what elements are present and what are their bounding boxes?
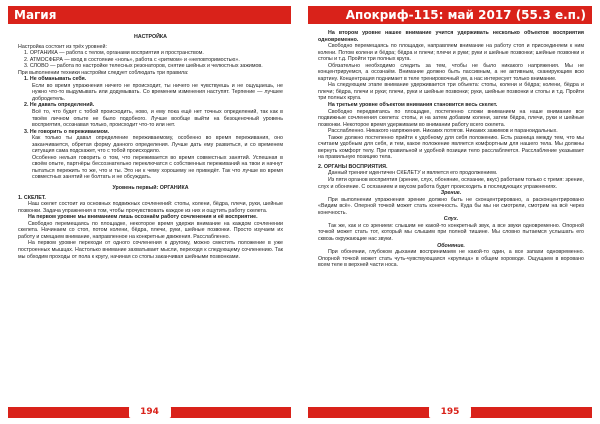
paragraph: Также должно постепенно прийти к удобному для себя положению. Есть разница между тем, что мы считаем удобным для себя, и тем, какое положение является комфортным для нашего тела. Мы должны вернуть комфорт телу. При правильной и удобной позиции тело расслабляется. Расслабление указывает на правильную позицию тела. xyxy=(318,134,584,161)
paragraph: При обонянии, глубоком дыхании воспринимаем не какой-то один, а все запахи одновременно. Опорной точкой может стать чуть-чувствующаяся «крупица» в общем хороводе. Ощущаем в воровано всем теле в верхней части носа. xyxy=(318,249,584,269)
left-footer-band xyxy=(8,407,291,418)
left-header-title: Магия xyxy=(14,8,57,22)
left-page xyxy=(8,6,291,418)
sense-title: Обоняние. xyxy=(437,242,465,249)
rule-text: Как только ты давал определение переживаемому, особенно во время переживания, оно заканчивается, обретая форму данного определения. Лучше дать ему развиться, и со временем ситуация сама подскажет, что с тобой происходило. xyxy=(32,135,283,155)
paragraph: На следующем этапе внимание удерживается три объекта: стопы, колени и бёдра; колени, бёдра и плечи; бёдра, плечи и руки; плечи, руки и шейные позвонки; руки, шейные позвонки и стопы и т.д. Пройти три полных круга. xyxy=(318,82,584,102)
level-title: Уровень первый: ОРГАНИКА xyxy=(112,185,189,192)
sense-title: Слух. xyxy=(443,216,459,223)
rule-title: 2. Не давать определений. xyxy=(24,102,95,109)
right-page-number: 195 xyxy=(429,406,471,418)
right-page xyxy=(308,6,592,418)
left-header-band xyxy=(8,6,291,24)
paragraph: Из пяти органов восприятия (зрение, слух, обоняние, осязание, вкус) работаем только с тремя: зрение, слух и обоняние. С осязанием и вкусом работа будет происходить в последующих упражнениях. xyxy=(318,177,584,190)
paragraph: Данный тренинг идентичен СКЕЛЕТУ и является его продолжением. xyxy=(328,170,498,177)
rule-title: 3. Не говорить о переживаемом. xyxy=(24,128,110,135)
paragraph: Так же, как и со зрением: слышим не какой-то конкретный звук, а все звуки одновременно. Опорной точкой может стать тот, который мы слышим при полной тишине. Мы словно пытаемся услышать его сквозь окружающие нас звуки. xyxy=(318,222,584,242)
paragraph: Расслабленно. Никакого напряжения. Никаких потягов. Никаких зажимов и параноидальных. xyxy=(328,128,558,135)
rule-text: Особенно нельзя говорить о том, что переживается во время совместных занятий. Успешная в своём опыте, партнёры бессознательно переключатся с собственных переживаний на твои и начнут пытаться пережить то же, что и ты. Это ни к чему хорошему не приведёт. Так что лучше во время совместных занятий не болтать и не обсуждать. xyxy=(32,154,283,181)
level-item: 1. ОРГАНИКА — работа с телом, органами восприятия и пространством. xyxy=(24,50,204,57)
right-footer-band xyxy=(308,407,592,418)
subsection-title: 1. СКЕЛЕТ. xyxy=(18,194,46,201)
intro-text: Настройка состоит из трёх уровней: xyxy=(18,43,107,50)
bold-paragraph: На первом уровне мы вниманием лишь осознаём работу сочленения и её восприятие. xyxy=(28,214,258,221)
left-column xyxy=(18,30,283,400)
section-title: НАСТРОЙКА xyxy=(134,34,167,40)
paragraph: Свободно перемещаясь по площадке, направляем внимание на работу стоп и присоединяем к ним колени. Потом колени и бёдра; бёдра и плечи; плечи и руки; руки и шейные позвонки; шейные позвонки и стопы и т.д. Пройти три полных круга. xyxy=(318,43,584,63)
right-header-band xyxy=(308,6,592,24)
sense-title: Зрение. xyxy=(440,190,462,197)
paragraph: Наш скелет состоит из основных подвижных сочленений: стопы, колени, бёдра, плечи, руки, шейные позвонки. Задача упражнения в том, чтобы прочувствовать каждое из них и ощутить работу скелета. xyxy=(18,201,283,214)
subsection-title: 2. ОРГАНЫ ВОСПРИЯТИЯ. xyxy=(318,163,388,170)
paragraph: На первом уровне переходи от одного сочленения к другому, можно сместить положение в уже построенных мышцах. Настолько внимание захватывает мысли, переходя к следующему сочленению. Так мы обходим проходы от пола к кругу, начиная со стопы заканчивая шейными позвонками. xyxy=(18,240,283,260)
paragraph: Свободно передвигаясь по площадке, постепенно сложи вниманием на наше внимание все подвижные сочленения скелета: стопы, и на затем добавим колени, затем бёдра, плечи, руки и шейные позвонки. Некоторое время удерживаем во внимании работу всего скелета. xyxy=(318,108,584,128)
bold-paragraph: На третьем уровне объектом внимания становится весь скелет. xyxy=(328,102,498,109)
right-column xyxy=(318,30,584,400)
level-item: 3. СЛОВО — работа по настройке телесных резонаторов, снятие шейных и челюстных зажимов. xyxy=(24,63,263,70)
rules-intro: При выполнении техники настройки следует соблюдать три правила: xyxy=(18,69,189,76)
rule-text: Если во время упражнения ничего не происходит, ты ничего не чувствуешь и не ощущаешь, не нужно что-то выдумывать или додумывать. Со временем изменения наступят. Терпение — лучшее добродетель. xyxy=(32,82,283,102)
paragraph: При выполнении упражнения зрение должно быть не сконцентрировано, а расконцентрировано «Видим всё». Оперной точкой может стать конечность. Куда бы мы ни смотрели, смотрим на всё через конечность. xyxy=(318,196,584,216)
paragraph: Обязательно необходимо следить за тем, чтобы не было никакого напряжения. Мы не концентрируемся, а осознаём. Внимание должно быть пассивным, а не активным, сканирующим всю картину. Концентрация поднимает в теле тренировочный ум, а нас интересует только внимание. xyxy=(318,62,584,82)
paragraph: Свободно перемещаясь по площадке, некоторое время удержи внимание на каждом сочленении скелета. Начинаем со стоп, потом колени, бёдра, плечи, руки, шейные позвонки. Просто изучаем их работу и смещаем внимание, направленное на конкретные движения. Расслабленно. xyxy=(18,220,283,240)
rule-text: Всё то, что будет с тобой происходить, ново, и ему пока ещё нет точных определений, так как в твоём личном опыте не было подобного. Лучше вообще выйти на безоценочный уровень восприятия, осознавая только, происходит что-то или нет. xyxy=(32,109,283,129)
level-item: 2. АТМОСФЕРА — вход в состояние «ноль», работа с «ритмом» и «неповторимостью». xyxy=(24,56,240,63)
bold-paragraph: На втором уровне нашее внимание учится удерживать несколько объектов восприятия одновременно. xyxy=(318,30,584,43)
right-header-title: Апокриф-115: май 2017 (55.3 е.п.) xyxy=(345,8,586,22)
rule-title: 1. Не обманывать себя. xyxy=(24,76,87,83)
left-page-number: 194 xyxy=(129,406,171,418)
